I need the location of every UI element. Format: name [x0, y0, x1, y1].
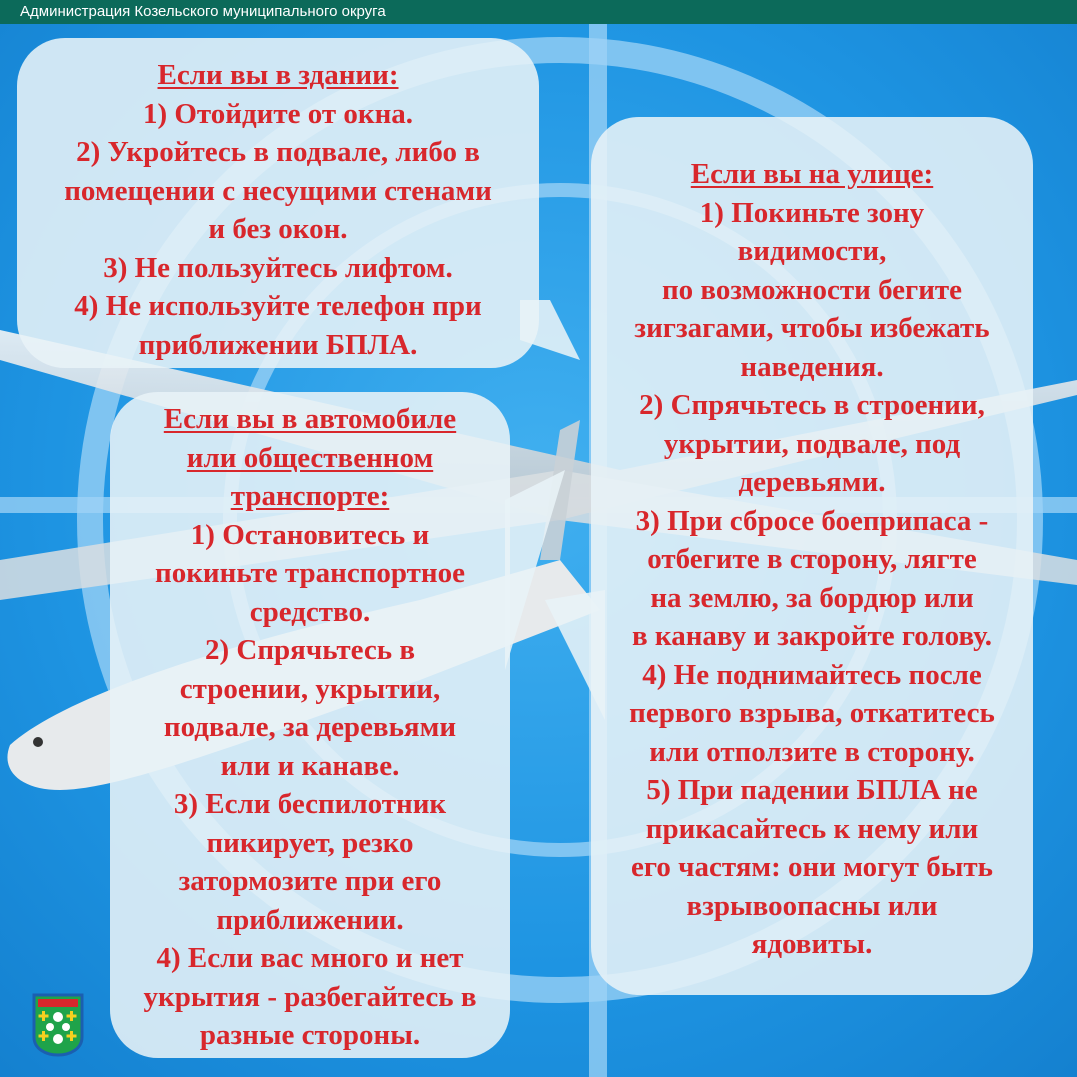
in-vehicle-heading: Если вы в автомобиле: [163, 403, 457, 435]
on-street-line: взрывоопасны или: [686, 889, 938, 922]
in-vehicle-line: укрытия - разбегайтесь в: [143, 980, 477, 1013]
on-street-line: ядовиты.: [751, 928, 873, 960]
on-street-line: его частям: они могут быть: [631, 851, 993, 883]
on-street-line: или отползите в сторону.: [649, 735, 975, 768]
in-vehicle-line: 2) Спрячьтесь в: [204, 634, 416, 666]
on-street-bubble: [591, 117, 1033, 995]
in-vehicle-heading: или общественном: [186, 441, 434, 474]
on-street-line: 2) Спрячьтесь в строении,: [639, 389, 985, 421]
in-vehicle-bubble: [110, 392, 510, 1058]
on-street-line: 5) При падении БПЛА не: [646, 774, 978, 806]
in-building-line: 4) Не используйте телефон при: [74, 290, 482, 322]
in-building-line: 3) Не пользуйтесь лифтом.: [103, 251, 453, 284]
on-street-line: деревьями.: [738, 466, 886, 498]
in-building-line: и без окон.: [208, 213, 348, 245]
in-building-line: помещении с несущими стенами: [64, 174, 492, 207]
in-vehicle-heading: транспорте:: [230, 480, 390, 512]
in-vehicle-line: средство.: [249, 595, 371, 628]
on-street-line: на землю, за бордюр или: [650, 581, 974, 614]
on-street-line: прикасайтесь к нему или: [645, 812, 979, 845]
on-street-line: зигзагами, чтобы избежать: [634, 312, 990, 344]
in-building-bubble: [17, 38, 539, 368]
on-street-heading: Если вы на улице:: [690, 158, 934, 190]
on-street-line: первого взрыва, откатитесь: [629, 697, 995, 729]
in-vehicle-line: разные стороны.: [199, 1019, 421, 1051]
in-building-heading: Если вы в здании:: [157, 59, 399, 91]
in-vehicle-line: 1) Остановитесь и: [190, 518, 430, 551]
organization-name: Администрация Козельского муниципального округа: [20, 3, 386, 20]
in-vehicle-line: покиньте транспортное: [154, 557, 466, 589]
in-vehicle-line: или и канаве.: [220, 749, 400, 782]
in-vehicle-line: затормозите при его: [178, 865, 442, 897]
on-street-line: видимости,: [737, 235, 887, 267]
in-building-line: приближении БПЛА.: [138, 328, 418, 361]
on-street-line: в канаву и закройте голову.: [632, 620, 992, 652]
on-street-line: отбегите в сторону, лягте: [647, 543, 977, 575]
in-vehicle-line: подвале, за деревьями: [163, 711, 457, 743]
on-street-line: 4) Не поднимайтесь после: [642, 658, 982, 691]
coat-of-arms-icon: [32, 993, 84, 1057]
on-street-line: 1) Покиньте зону: [699, 196, 925, 229]
organization-header: [0, 0, 1077, 24]
in-vehicle-line: приближении.: [216, 903, 404, 936]
in-building-line: 1) Отойдите от окна.: [142, 97, 414, 130]
in-vehicle-line: строении, укрытии,: [179, 672, 441, 705]
in-vehicle-line: 3) Если беспилотник: [173, 788, 447, 820]
on-street-line: по возможности бегите: [661, 273, 963, 306]
in-building-line: 2) Укройтесь в подвале, либо в: [76, 136, 480, 168]
on-street-line: укрытии, подвале, под: [663, 427, 961, 460]
on-street-line: наведения.: [740, 350, 884, 383]
in-vehicle-line: 4) Если вас много и нет: [156, 942, 464, 974]
in-vehicle-line: пикирует, резко: [206, 826, 414, 859]
on-street-line: 3) При сбросе боеприпаса -: [635, 504, 989, 537]
